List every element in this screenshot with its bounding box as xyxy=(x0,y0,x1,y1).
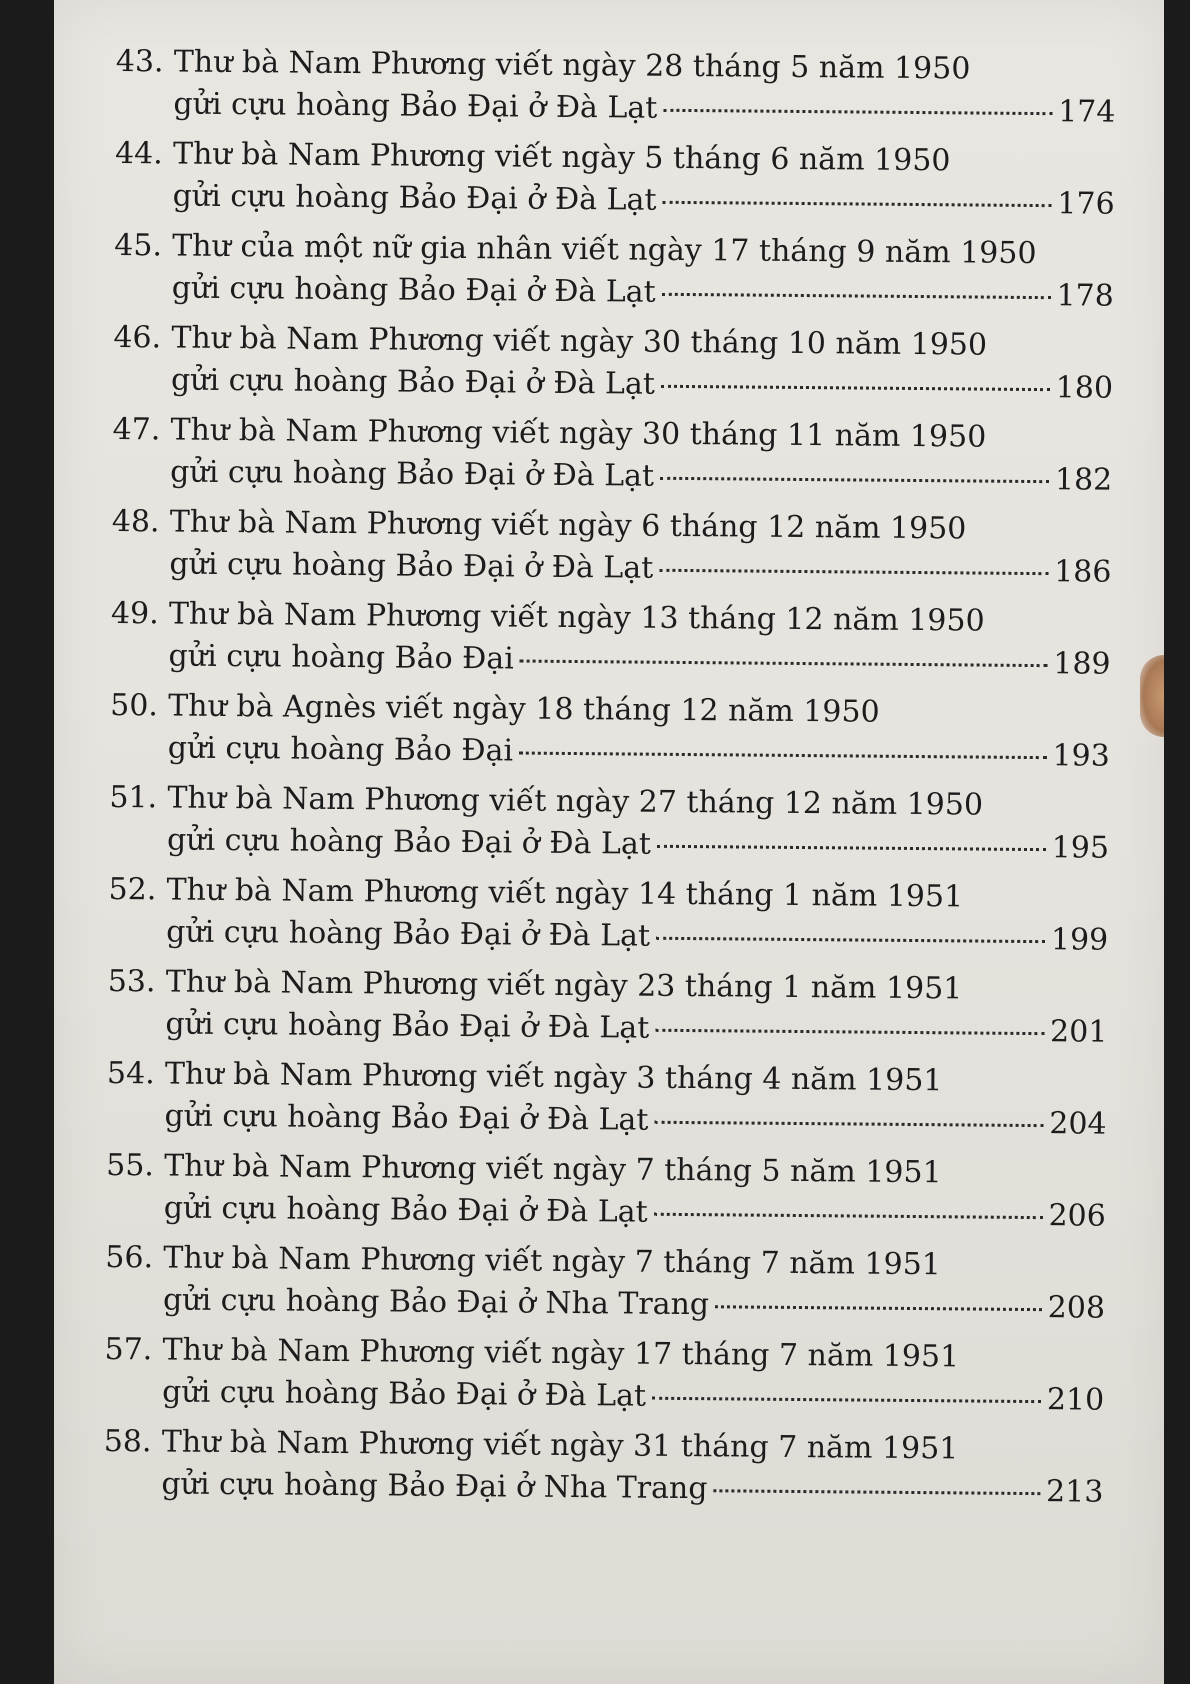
entry-title: Thư bà Agnès viết ngày 18 tháng 12 năm 1950 xyxy=(168,688,880,730)
entry-number: 53. xyxy=(107,963,156,1000)
entry-subtitle: gửi cựu hoàng Bảo Đại ở Đà Lạt xyxy=(166,822,652,862)
entry-subtitle: gửi cựu hoàng Bảo Đại ở Nha Trang xyxy=(161,1466,708,1507)
entry-number: 50. xyxy=(110,687,159,724)
entry-subtitle: gửi cựu hoàng Bảo Đại xyxy=(168,638,514,677)
entry-page-number: 204 xyxy=(1049,1106,1107,1142)
entry-subtitle-line xyxy=(171,360,1113,408)
table-of-contents xyxy=(103,42,1116,1523)
entry-number: 58. xyxy=(103,1423,152,1460)
toc-entry xyxy=(107,962,1108,1063)
entry-number: 51. xyxy=(109,779,158,816)
dot-leader xyxy=(656,937,1045,943)
entry-subtitle-line xyxy=(172,268,1114,316)
entry-page-number: 180 xyxy=(1055,370,1114,406)
entry-number: 57. xyxy=(104,1331,153,1368)
toc-entry xyxy=(104,1330,1105,1431)
entry-subtitle-line xyxy=(168,636,1110,684)
entry-title-line xyxy=(115,134,951,181)
entry-subtitle-line xyxy=(164,1188,1106,1236)
dot-leader xyxy=(660,477,1049,483)
entry-number: 55. xyxy=(106,1147,155,1184)
toc-entry xyxy=(114,134,1115,235)
entry-page-number: 186 xyxy=(1053,554,1112,590)
entry-subtitle-line xyxy=(164,1096,1106,1144)
entry-subtitle: gửi cựu hoàng Bảo Đại ở Đà Lạt xyxy=(169,546,654,586)
dot-leader xyxy=(661,385,1050,391)
entry-page-number: 174 xyxy=(1058,94,1116,130)
entry-title-line xyxy=(108,870,963,917)
toc-entry xyxy=(109,778,1110,879)
toc-entry xyxy=(114,226,1115,327)
entry-number: 46. xyxy=(113,319,162,356)
entry-title-line xyxy=(104,1422,959,1469)
entry-subtitle-line xyxy=(161,1464,1103,1512)
dot-leader xyxy=(659,569,1048,575)
entry-number: 47. xyxy=(112,411,161,448)
entry-number: 44. xyxy=(114,135,163,172)
dot-leader xyxy=(662,293,1051,299)
entry-page-number: 210 xyxy=(1046,1382,1105,1418)
entry-title-line xyxy=(114,226,1037,274)
entry-number: 48. xyxy=(111,503,160,540)
entry-number: 49. xyxy=(110,595,159,632)
dot-leader xyxy=(663,109,1052,115)
entry-page-number: 176 xyxy=(1057,186,1115,222)
entry-title: Thư bà Nam Phương viết ngày 3 tháng 4 năm 1951 xyxy=(164,1056,943,1099)
toc-entry xyxy=(103,1422,1104,1523)
toc-entry xyxy=(111,502,1112,603)
entry-page-number: 201 xyxy=(1049,1014,1108,1050)
entry-title: Thư bà Nam Phương viết ngày 7 tháng 7 năm 1951 xyxy=(163,1240,941,1283)
dot-leader xyxy=(713,1489,1040,1495)
entry-subtitle: gửi cựu hoàng Bảo Đại ở Đà Lạt xyxy=(170,454,655,494)
toc-entry xyxy=(110,594,1111,695)
entry-title-line xyxy=(116,42,971,89)
entry-subtitle: gửi cựu hoàng Bảo Đại ở Đà Lạt xyxy=(165,1006,650,1046)
dot-leader xyxy=(654,1121,1043,1127)
entry-subtitle: gửi cựu hoàng Bảo Đại ở Đà Lạt xyxy=(172,178,657,218)
entry-page-number: 208 xyxy=(1047,1290,1106,1326)
entry-title-line xyxy=(105,1238,941,1285)
dot-leader xyxy=(657,845,1046,851)
toc-entry xyxy=(110,686,1111,787)
toc-entry xyxy=(115,42,1116,143)
entry-subtitle: gửi cựu hoàng Bảo Đại ở Nha Trang xyxy=(162,1282,710,1323)
entry-number: 54. xyxy=(106,1055,155,1092)
entry-number: 45. xyxy=(114,227,163,264)
entry-page-number: 182 xyxy=(1054,462,1113,498)
entry-subtitle: gửi cựu hoàng Bảo Đại ở Đà Lạt xyxy=(164,1098,649,1138)
entry-subtitle-line xyxy=(162,1372,1104,1420)
entry-subtitle-line xyxy=(166,912,1108,960)
entry-page-number: 195 xyxy=(1051,830,1110,866)
entry-page-number: 199 xyxy=(1050,922,1109,958)
dot-leader xyxy=(652,1397,1041,1403)
dot-leader xyxy=(654,1213,1043,1219)
dot-leader xyxy=(520,660,1048,668)
entry-title: Thư bà Nam Phương viết ngày 30 tháng 10 năm 1950 xyxy=(171,320,988,363)
entry-title: Thư bà Nam Phương viết ngày 17 tháng 7 năm 1951 xyxy=(162,1332,960,1375)
entry-subtitle-line xyxy=(163,1280,1105,1328)
toc-entry xyxy=(108,870,1109,971)
entry-subtitle-line xyxy=(172,177,1114,225)
entry-page-number: 189 xyxy=(1053,646,1111,682)
entry-subtitle: gửi cựu hoàng Bảo Đại ở Đà Lạt xyxy=(170,362,656,402)
entry-subtitle: gửi cựu hoàng Bảo Đại ở Đà Lạt xyxy=(162,1374,647,1414)
entry-title-line xyxy=(107,1054,943,1101)
entry-title: Thư bà Nam Phương viết ngày 7 tháng 5 năm 1951 xyxy=(164,1148,942,1191)
entry-page-number: 193 xyxy=(1052,738,1110,774)
entry-subtitle-line xyxy=(167,820,1109,868)
entry-title-line xyxy=(112,502,967,549)
entry-title: Thư bà Nam Phương viết ngày 6 tháng 12 năm 1950 xyxy=(169,504,967,547)
dot-leader xyxy=(519,752,1047,760)
toc-entry xyxy=(112,410,1113,511)
toc-entry xyxy=(106,1054,1107,1155)
toc-entry xyxy=(106,1146,1107,1247)
entry-title: Thư của một nữ gia nhân viết ngày 17 tháng 9 năm 1950 xyxy=(172,228,1037,272)
entry-title: Thư bà Nam Phương viết ngày 28 tháng 5 năm 1950 xyxy=(173,44,971,87)
entry-subtitle: gửi cựu hoàng Bảo Đại ở Đà Lạt xyxy=(171,270,656,310)
entry-title-line xyxy=(106,1146,942,1193)
entry-subtitle-line xyxy=(169,544,1111,592)
entry-subtitle: gửi cựu hoàng Bảo Đại ở Đà Lạt xyxy=(173,86,658,126)
dot-leader xyxy=(715,1305,1042,1311)
entry-page-number: 178 xyxy=(1056,278,1114,314)
dot-leader xyxy=(662,201,1051,207)
entry-subtitle: gửi cựu hoàng Bảo Đại xyxy=(167,730,514,769)
entry-title-line xyxy=(108,962,963,1009)
toc-entry xyxy=(113,318,1114,419)
entry-title-line xyxy=(111,594,985,642)
entry-subtitle: gửi cựu hoàng Bảo Đại ở Đà Lạt xyxy=(163,1190,648,1230)
entry-title-line xyxy=(110,686,880,733)
entry-subtitle-line xyxy=(170,452,1112,500)
entry-title: Thư bà Nam Phương viết ngày 13 tháng 12 năm 1950 xyxy=(168,596,985,639)
entry-number: 56. xyxy=(105,1239,154,1276)
entry-subtitle-line xyxy=(165,1004,1107,1052)
entry-title: Thư bà Nam Phương viết ngày 30 tháng 11 năm 1950 xyxy=(170,412,987,455)
entry-subtitle-line xyxy=(173,85,1115,133)
entry-page-number: 206 xyxy=(1048,1198,1106,1234)
book-page xyxy=(54,0,1164,1684)
entry-subtitle: gửi cựu hoàng Bảo Đại ở Đà Lạt xyxy=(166,914,651,954)
thumb-edge xyxy=(1140,655,1164,737)
dot-leader xyxy=(655,1029,1044,1035)
entry-title: Thư bà Nam Phương viết ngày 14 tháng 1 năm 1951 xyxy=(166,872,964,915)
entry-number: 43. xyxy=(115,43,164,80)
entry-title: Thư bà Nam Phương viết ngày 23 tháng 1 năm 1951 xyxy=(165,964,963,1007)
entry-title-line xyxy=(113,318,987,366)
entry-page-number: 213 xyxy=(1045,1474,1104,1510)
entry-title: Thư bà Nam Phương viết ngày 27 tháng 12 năm 1950 xyxy=(167,780,984,823)
entry-subtitle-line xyxy=(168,728,1110,776)
entry-title-line xyxy=(112,410,986,458)
toc-entry xyxy=(105,1238,1106,1339)
entry-number: 52. xyxy=(108,871,157,908)
entry-title-line xyxy=(104,1330,959,1377)
entry-title: Thư bà Nam Phương viết ngày 5 tháng 6 năm 1950 xyxy=(172,136,951,179)
entry-title-line xyxy=(109,778,983,826)
entry-title: Thư bà Nam Phương viết ngày 31 tháng 7 năm 1951 xyxy=(161,1424,959,1467)
